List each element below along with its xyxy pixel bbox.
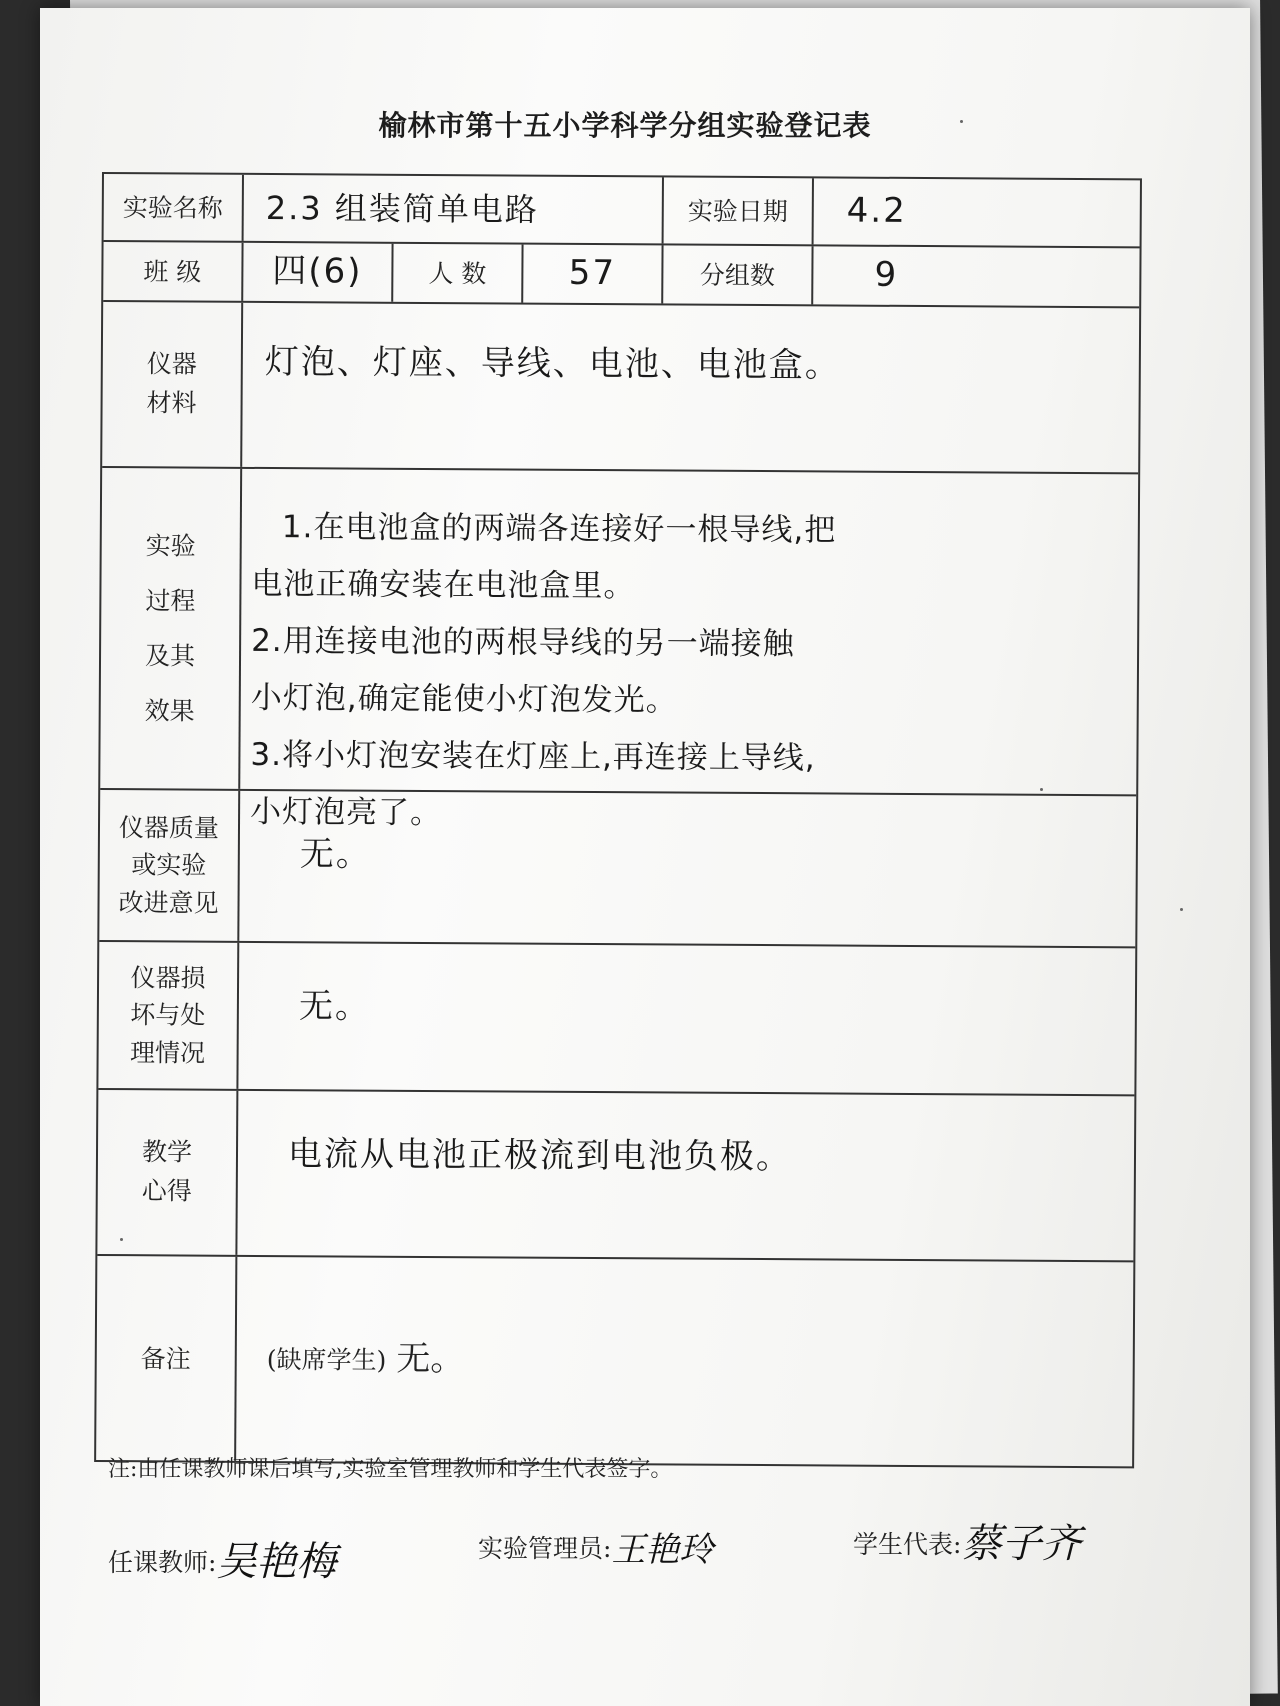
- row-process: [100, 468, 1138, 832]
- row-quality: [99, 790, 1136, 948]
- process-line: 3.将小灯泡安装在灯座上,再连接上导线,: [250, 736, 816, 777]
- remarks-prefix: (缺席学生): [266, 1344, 387, 1375]
- damage-label: 仪器损 坏与处 理情况: [98, 942, 239, 1089]
- process-line: 1.在电池盒的两端各连接好一根导线,把: [281, 509, 837, 549]
- quality-value: 无。: [299, 834, 372, 875]
- experiment-name-value: 2.3 组装简单电路: [244, 175, 664, 244]
- materials-label: 仪器 材料: [102, 302, 243, 467]
- registration-form-table: [94, 172, 1142, 1468]
- footnote: 注:由任课教师课后填写,实验室管理教师和学生代表签字。: [108, 1457, 673, 1482]
- teacher-name: 吴艳梅: [216, 1539, 337, 1585]
- experiment-date-label: 实验日期: [664, 177, 814, 244]
- experiment-date-value: 4.2: [846, 190, 907, 232]
- quality-label: 仪器质量 或实验 改进意见: [99, 790, 240, 941]
- row-teaching: [97, 1090, 1134, 1262]
- groups-label: 分组数: [663, 245, 813, 304]
- student-name: 蔡子齐: [961, 1521, 1082, 1567]
- admin-signature: [478, 1522, 713, 1571]
- remarks-value: 无。: [396, 1339, 465, 1380]
- people-value: 57: [523, 245, 663, 304]
- teaching-value: 电流从电池正极流到电池负极。: [287, 1134, 793, 1178]
- signature-row: [108, 1500, 1138, 1585]
- process-label: 实验 过程 及其 效果: [100, 468, 242, 789]
- admin-name: 王艳玲: [611, 1530, 714, 1570]
- student-label: 学生代表:: [853, 1530, 962, 1559]
- row-remarks: [96, 1256, 1133, 1466]
- class-value: 四(6): [243, 243, 393, 302]
- groups-value: 9: [874, 254, 899, 296]
- teaching-label: 教学 心得: [97, 1090, 238, 1255]
- speck: [1180, 908, 1183, 911]
- remarks-label: 备注: [96, 1256, 237, 1461]
- admin-label: 实验管理员:: [478, 1534, 612, 1563]
- student-signature: [853, 1512, 1081, 1569]
- row-materials: [102, 302, 1139, 474]
- process-line: 小灯泡,确定能使小灯泡发光。: [250, 679, 678, 719]
- row-damage: [98, 942, 1135, 1096]
- row-experiment-name: [104, 174, 1140, 248]
- people-label: 人 数: [393, 244, 523, 303]
- damage-value: 无。: [298, 986, 372, 1027]
- experiment-name-label: 实验名称: [104, 174, 244, 241]
- teacher-signature: [108, 1530, 336, 1587]
- process-line: 2.用连接电池的两根导线的另一端接触: [251, 622, 795, 663]
- materials-value: 灯泡、灯座、导线、电池、电池盒。: [264, 341, 841, 386]
- process-line: 小灯泡亮了。: [249, 793, 443, 832]
- class-label: 班 级: [103, 242, 243, 301]
- page-title: 榆林市第十五小学科学分组实验登记表: [378, 109, 872, 142]
- process-line: 电池正确安装在电池盒里。: [251, 565, 636, 605]
- row-class-info: [103, 242, 1139, 308]
- process-value: [240, 469, 1138, 832]
- teacher-label: 任课教师:: [108, 1548, 217, 1577]
- remarks-value-cell: [236, 1257, 1133, 1466]
